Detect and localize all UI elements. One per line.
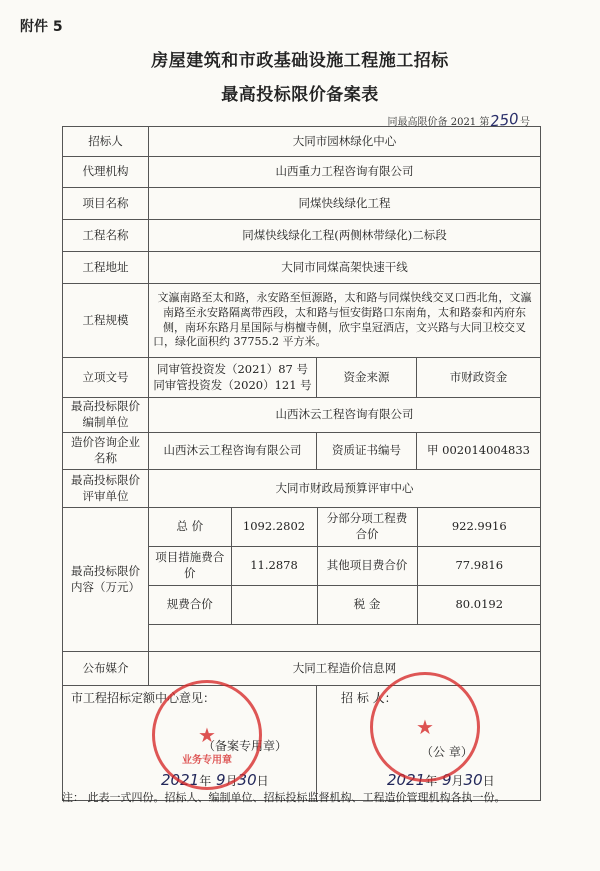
value-project: 同煤快线绿化工程 [149, 188, 541, 220]
row-media [63, 652, 541, 686]
row-reviewer [63, 470, 541, 508]
value-location: 大同市同煤高架快速干线 [149, 252, 541, 284]
value-tax: 80.0192 [417, 586, 541, 625]
row-agent [63, 157, 541, 188]
value-other: 77.9816 [417, 547, 541, 586]
sig-center-note: （备案专用章） [203, 739, 288, 753]
label-cost-firm: 造价咨询企业名称 [63, 433, 149, 470]
row-compiler [63, 398, 541, 433]
doc-suffix: 号 [520, 117, 530, 128]
label-approval: 立项文号 [63, 358, 149, 398]
label-location: 工程地址 [63, 252, 149, 284]
label-compiler: 最高投标限价编制单位 [63, 398, 149, 433]
label-project: 项目名称 [63, 188, 149, 220]
center-date-year-unit: 年 [199, 774, 212, 788]
approval-number-2: 同审管投资发（2020）121 号 [153, 377, 312, 392]
tenderer-date-day: 30 [463, 771, 483, 789]
sig-tenderer-date [387, 770, 495, 790]
price-row-blank [149, 625, 541, 652]
doc-number-handwritten: 250 [489, 109, 520, 131]
tenderer-date-month-unit: 月 [451, 774, 464, 788]
label-engineering: 工程名称 [63, 220, 149, 252]
value-agent: 山西重力工程咨询有限公司 [149, 157, 541, 188]
sig-center-date [161, 770, 269, 790]
center-date-month: 9 [215, 771, 226, 789]
doc-prefix: 同最高限价备 2021 第 [387, 117, 490, 128]
label-fee: 规费合价 [149, 586, 231, 625]
label-reviewer: 最高投标限价评审单位 [63, 470, 149, 508]
value-media: 大同工程造价信息网 [149, 652, 541, 686]
price-details [149, 508, 541, 652]
title-line-1: 房屋建筑和市政基础设施工程施工招标 [151, 51, 449, 71]
value-measure: 11.2878 [231, 547, 317, 586]
seal-star-icon: ★ [198, 723, 216, 747]
sig-center-label: 市工程招标定额中心意见： [71, 691, 216, 705]
sig-tenderer-note: （公 章） [421, 745, 473, 759]
row-engineering [63, 220, 541, 252]
label-agent: 代理机构 [63, 157, 149, 188]
label-scale: 工程规模 [63, 284, 149, 358]
row-price [63, 508, 541, 652]
price-row-2 [149, 547, 541, 586]
value-scale: 文瀛南路至太和路，永安路至恒源路，太和路与同煤快线交叉口西北角，文瀛南路至永安路隔离带西段，太和路与恒安街路口东南角，太和路泰和芮府东侧，南环东路月星国际与栴檀寺侧，欣宇皇冠酒店，文兴路与大同卫校交叉口，绿化面积约 37755.2 平方米。 [149, 284, 541, 358]
value-subitem: 922.9916 [417, 508, 541, 547]
row-tenderer [63, 127, 541, 157]
label-media: 公布媒介 [63, 652, 149, 686]
row-project [63, 188, 541, 220]
row-signatures [63, 686, 541, 801]
tenderer-date-day-unit: 日 [482, 774, 495, 788]
label-total: 总 价 [149, 508, 231, 547]
filing-table [62, 126, 541, 801]
label-tenderer: 招标人 [63, 127, 149, 157]
tenderer-date-month: 9 [441, 771, 452, 789]
price-blank [149, 625, 541, 652]
sig-tenderer-label: 招 标 人： [341, 691, 397, 705]
value-fee [231, 586, 317, 625]
price-row-3 [149, 586, 541, 625]
label-subitem: 分部分项工程费合价 [317, 508, 417, 547]
tenderer-date-year: 2021 [387, 771, 426, 789]
row-scale [63, 284, 541, 358]
footnote: 注： 此表一式四份。招标人、编制单位、招标投标监督机构、工程造价管理机构各执一份。 [62, 791, 506, 804]
label-cert: 资质证书编号 [317, 433, 417, 470]
row-cost-firm [63, 433, 541, 470]
label-fund-source: 资金来源 [317, 358, 417, 398]
label-measure: 项目措施费合价 [149, 547, 231, 586]
value-cert: 甲 002014004833 [417, 433, 541, 470]
attachment-label: 附件 5 [20, 19, 63, 35]
row-location [63, 252, 541, 284]
value-total: 1092.2802 [231, 508, 317, 547]
seal-star-icon: ★ [416, 715, 434, 739]
value-cost-firm: 山西沐云工程咨询有限公司 [149, 433, 317, 470]
value-approval [149, 358, 317, 398]
approval-number-1: 同审管投资发（2021）87 号 [156, 361, 309, 376]
value-fund-source: 市财政资金 [417, 358, 541, 398]
center-date-day-unit: 日 [256, 774, 269, 788]
center-date-year: 2021 [161, 771, 200, 789]
price-table [149, 508, 541, 651]
title-line-2: 最高投标限价备案表 [221, 85, 379, 105]
label-other: 其他项目费合价 [317, 547, 417, 586]
value-reviewer: 大同市财政局预算评审中心 [149, 470, 541, 508]
seal-center-text: 业务专用章 [182, 755, 232, 766]
value-compiler: 山西沐云工程咨询有限公司 [149, 398, 541, 433]
row-approval [63, 358, 541, 398]
sig-tenderer [317, 686, 541, 801]
tenderer-date-year-unit: 年 [425, 774, 438, 788]
value-tenderer: 大同市园林绿化中心 [149, 127, 541, 157]
label-price: 最高投标限价内容（万元） [63, 508, 149, 652]
label-tax: 税 金 [317, 586, 417, 625]
sig-center [63, 686, 317, 801]
center-date-month-unit: 月 [225, 774, 238, 788]
center-date-day: 30 [237, 771, 257, 789]
price-row-1 [149, 508, 541, 547]
value-engineering: 同煤快线绿化工程(两侧林带绿化)二标段 [149, 220, 541, 252]
